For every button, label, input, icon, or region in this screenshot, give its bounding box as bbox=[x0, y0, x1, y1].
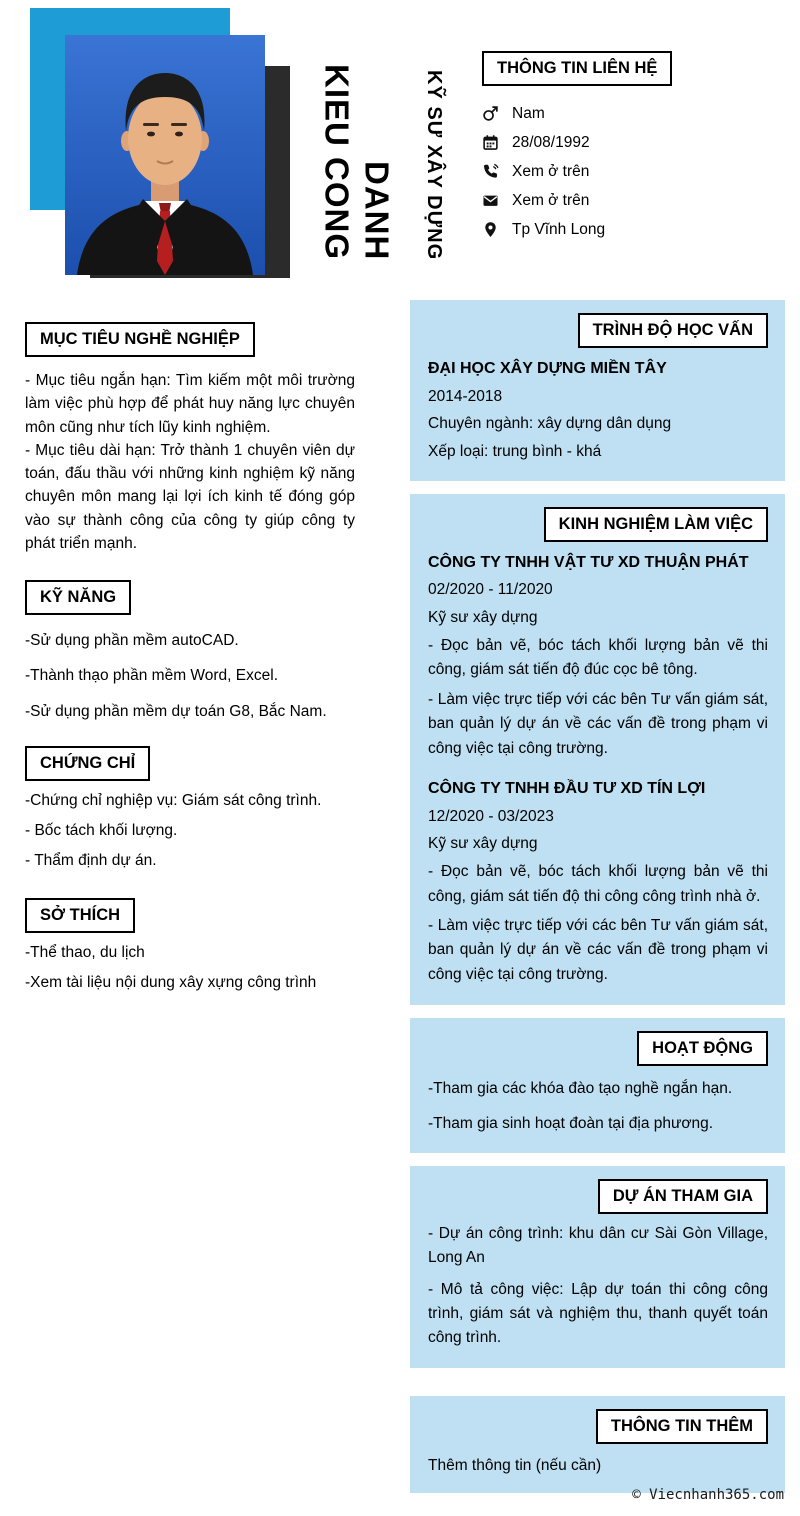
hobby-item: -Thể thao, du lịch bbox=[25, 944, 145, 962]
skill-item: -Sử dụng phần mềm autoCAD. bbox=[25, 632, 239, 649]
contact-section bbox=[482, 51, 732, 244]
activity-item: -Tham gia các khóa đào tạo nghề ngắn hạn. bbox=[428, 1080, 733, 1098]
certificates-list bbox=[25, 789, 355, 873]
objective-section bbox=[25, 322, 355, 555]
skill-item: -Thành thạo phần mềm Word, Excel. bbox=[25, 667, 279, 685]
projects-heading: DỰ ÁN THAM GIA bbox=[598, 1179, 768, 1214]
more-info-note: Thêm thông tin (nếu cần) bbox=[428, 1457, 602, 1475]
contact-item-gender bbox=[482, 99, 732, 128]
education-heading: TRÌNH ĐỘ HỌC VẤN bbox=[578, 313, 768, 348]
skill-item: -Sử dụng phần mềm dự toán G8, Bắc Nam. bbox=[25, 702, 327, 720]
activity-item: -Tham gia sinh hoạt đoàn tại địa phương. bbox=[428, 1114, 714, 1132]
job-company: CÔNG TY TNHH VẬT TƯ XD THUẬN PHÁT bbox=[428, 553, 749, 571]
contact-heading: THÔNG TIN LIÊN HỆ bbox=[482, 51, 672, 86]
objective-paragraph: - Mục tiêu ngắn hạn: Tìm kiếm một môi trường làm việc phù hợp để phát huy năng lực chuyên môn cũng như tích lũy kinh nghiệm. bbox=[25, 372, 355, 436]
calendar-icon bbox=[482, 134, 499, 151]
hobby-item: -Xem tài liệu nội dung xây xựng công trình bbox=[25, 974, 317, 992]
contact-value: Xem ở trên bbox=[512, 191, 590, 209]
activities-heading-row bbox=[428, 1031, 768, 1066]
candidate-name bbox=[316, 64, 397, 260]
more-info-section bbox=[410, 1396, 785, 1493]
activities-heading: HOẠT ĐỘNG bbox=[637, 1031, 768, 1066]
experience-heading-row bbox=[428, 507, 768, 542]
location-icon bbox=[482, 221, 499, 238]
right-column bbox=[410, 300, 785, 1493]
job-bullet: - Đọc bản vẽ, bóc tách khối lượng bản vẽ thi công, giám sát tiến độ thi công công trình nhà ở. bbox=[428, 863, 768, 905]
candidate-job-title: KỸ SƯ XÂY DỰNG bbox=[423, 69, 445, 260]
job-bullet: - Làm việc trực tiếp với các bên Tư vấn giám sát, ban quản lý dự án về các vấn đề trong phạm vi công việc tại công trường. bbox=[428, 916, 768, 983]
objective-text bbox=[25, 369, 355, 555]
profile-photo-graphic bbox=[65, 35, 265, 275]
experience-job bbox=[428, 552, 768, 761]
objective-paragraph: - Mục tiêu dài hạn: Trở thành 1 chuyên viên dự toán, đấu thầu với những kinh nghiệm kỹ năng chuyên môn mang lại lợi ích kinh tế đóng góp vào sự thành công của công ty giúp công ty phát triển mạnh. bbox=[25, 441, 355, 552]
hobbies-list bbox=[25, 941, 355, 995]
education-heading-row bbox=[428, 313, 768, 348]
candidate-name-line: DANH bbox=[358, 160, 396, 260]
job-period: 12/2020 - 03/2023 bbox=[428, 807, 554, 825]
project-item: - Dự án công trình: khu dân cư Sài Gòn Village, Long An bbox=[428, 1224, 768, 1266]
activities-section bbox=[410, 1018, 785, 1153]
skills-heading: KỸ NĂNG bbox=[25, 580, 131, 615]
education-years: 2014-2018 bbox=[428, 387, 503, 405]
certificate-item: - Thẩm định dự án. bbox=[25, 852, 157, 870]
hobbies-section bbox=[25, 898, 355, 995]
job-title: Kỹ sư xây dựng bbox=[428, 608, 538, 626]
contact-value: Xem ở trên bbox=[512, 162, 590, 180]
contact-item-email bbox=[482, 186, 732, 215]
education-major: Chuyên ngành: xây dựng dân dụng bbox=[428, 415, 672, 433]
more-info-heading: THÔNG TIN THÊM bbox=[596, 1409, 768, 1444]
certificates-section bbox=[25, 746, 355, 873]
experience-job bbox=[428, 778, 768, 987]
education-school: ĐẠI HỌC XÂY DỰNG MIỀN TÂY bbox=[428, 360, 667, 377]
education-grade: Xếp loại: trung bình - khá bbox=[428, 442, 602, 460]
projects-section bbox=[410, 1166, 785, 1368]
experience-section bbox=[410, 494, 785, 1006]
profile-photo bbox=[65, 35, 265, 275]
certificate-item: -Chứng chỉ nghiệp vụ: Giám sát công trình. bbox=[25, 792, 322, 810]
contact-item-phone bbox=[482, 157, 732, 186]
contact-list bbox=[482, 99, 732, 244]
job-company: CÔNG TY TNHH ĐẦU TƯ XD TÍN LỢI bbox=[428, 780, 706, 798]
contact-item-location bbox=[482, 215, 732, 244]
skills-list bbox=[25, 631, 355, 721]
contact-item-birthdate bbox=[482, 128, 732, 157]
job-bullet: - Đọc bản vẽ, bóc tách khối lượng bản vẽ thi công, giám sát tiến độ đúc cọc bê tông. bbox=[428, 636, 768, 679]
skills-section bbox=[25, 580, 355, 721]
watermark-credit: © Viecnhanh365.com bbox=[632, 1487, 784, 1503]
contact-value: Tp Vĩnh Long bbox=[512, 220, 606, 238]
certificates-heading: CHỨNG CHỈ bbox=[25, 746, 150, 781]
objective-heading: MỤC TIÊU NGHỀ NGHIỆP bbox=[25, 322, 255, 357]
job-bullet: - Làm việc trực tiếp với các bên Tư vấn giám sát, ban quản lý dự án về các vấn đề trong phạm vi công việc tại công trường. bbox=[428, 690, 768, 757]
contact-value: Nam bbox=[512, 104, 545, 122]
projects-heading-row bbox=[428, 1179, 768, 1214]
contact-value: 28/08/1992 bbox=[512, 133, 590, 151]
hobbies-heading: SỞ THÍCH bbox=[25, 898, 135, 933]
email-icon bbox=[482, 192, 499, 209]
project-item: - Mô tả công việc: Lập dự toán thi công công trình, giám sát và nghiệm thu, thanh quyết toán công trình. bbox=[428, 1280, 768, 1346]
job-period: 02/2020 - 11/2020 bbox=[428, 581, 553, 599]
experience-heading: KINH NGHIỆM LÀM VIỆC bbox=[544, 507, 768, 542]
candidate-name-line: KIEU CONG bbox=[318, 64, 356, 261]
left-column bbox=[25, 322, 355, 995]
job-title: Kỹ sư xây dựng bbox=[428, 835, 538, 853]
more-info-heading-row bbox=[428, 1409, 768, 1444]
gender-icon bbox=[482, 105, 499, 122]
certificate-item: - Bốc tách khối lượng. bbox=[25, 822, 178, 840]
phone-icon bbox=[482, 163, 499, 180]
education-section bbox=[410, 300, 785, 481]
